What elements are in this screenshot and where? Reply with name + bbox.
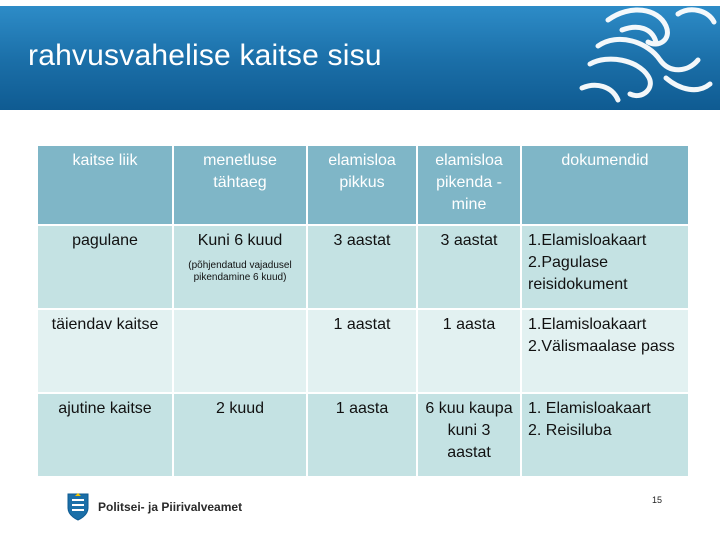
cell-extension: 3 aastat bbox=[418, 226, 522, 310]
cell-extension: 1 aasta bbox=[418, 310, 522, 394]
cell-extension: 6 kuu kaupa kuni 3 aastat bbox=[418, 394, 522, 478]
document-item: 2.Pagulase reisidokument bbox=[528, 254, 628, 293]
table-header-row bbox=[38, 146, 690, 226]
cell-length: 1 aasta bbox=[308, 394, 418, 478]
title-band bbox=[0, 0, 720, 110]
cell-deadline: 2 kuud bbox=[174, 394, 308, 478]
lion-crest-icon bbox=[538, 2, 718, 108]
cell-kind: ajutine kaitse bbox=[38, 394, 174, 478]
document-item: 2. Reisiluba bbox=[528, 422, 612, 439]
document-item: 1. Elamisloakaart bbox=[528, 400, 651, 417]
police-emblem-icon bbox=[66, 492, 90, 522]
protection-table bbox=[38, 146, 690, 478]
table-row bbox=[38, 226, 690, 310]
deadline-note: (põhjendatud vajadusel pikendamine 6 kuud) bbox=[188, 260, 292, 283]
table-row bbox=[38, 394, 690, 478]
cell-deadline bbox=[174, 310, 308, 394]
cell-documents bbox=[522, 394, 690, 478]
deadline-value: Kuni 6 kuud bbox=[197, 232, 283, 249]
slide-title: rahvusvahelise kaitse sisu bbox=[28, 39, 382, 72]
cell-kind: täiendav kaitse bbox=[38, 310, 174, 394]
document-item: 1.Elamisloakaart bbox=[528, 316, 647, 333]
document-item: 2.Välismaalase pass bbox=[528, 338, 675, 355]
cell-length: 1 aastat bbox=[308, 310, 418, 394]
org-name: Politsei- ja Piirivalveamet bbox=[98, 500, 243, 514]
table-row bbox=[38, 310, 690, 394]
cell-kind: pagulane bbox=[38, 226, 174, 310]
col-header-kind: kaitse liik bbox=[38, 146, 174, 226]
footer-logo bbox=[66, 492, 242, 522]
cell-length: 3 aastat bbox=[308, 226, 418, 310]
col-header-extension: elamisloa pikenda - mine bbox=[418, 146, 522, 226]
cell-documents bbox=[522, 310, 690, 394]
col-header-deadline: menetluse tähtaeg bbox=[174, 146, 308, 226]
col-header-length: elamisloa pikkus bbox=[308, 146, 418, 226]
protection-table-wrapper bbox=[38, 146, 690, 461]
document-item: 1.Elamisloakaart bbox=[528, 232, 647, 249]
cell-documents bbox=[522, 226, 690, 310]
cell-deadline bbox=[174, 226, 308, 310]
page-number: 15 bbox=[652, 495, 663, 505]
col-header-documents: dokumendid bbox=[522, 146, 690, 226]
